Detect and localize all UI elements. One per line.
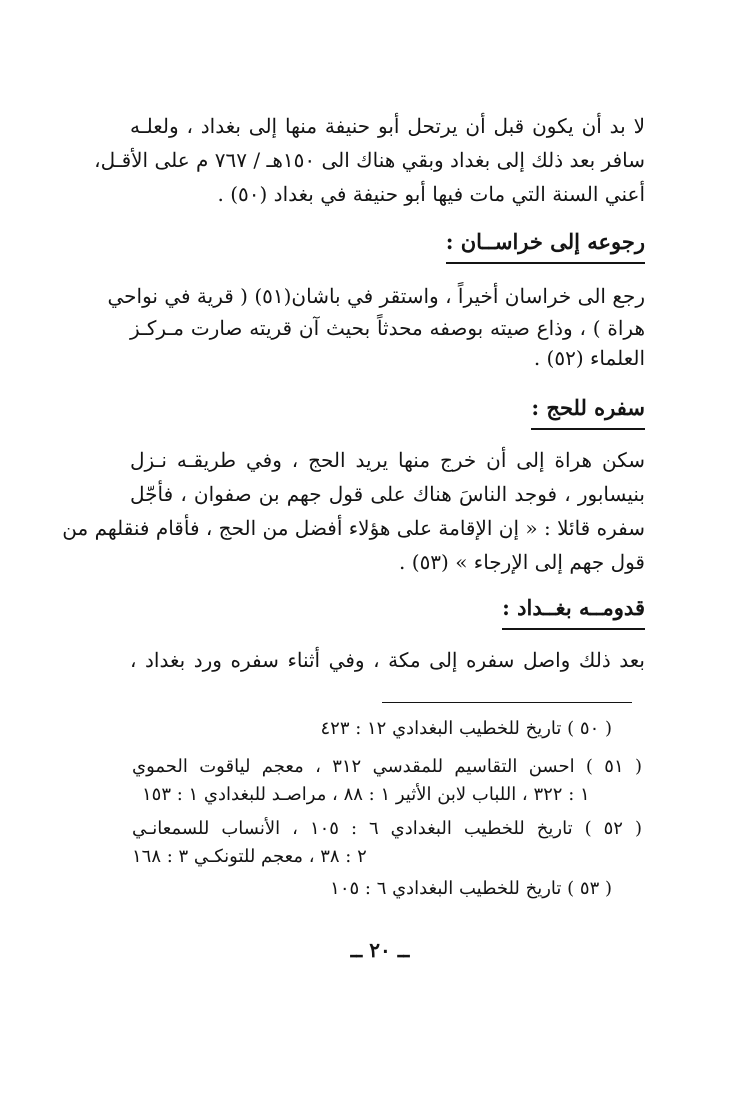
section-heading: قدومــه بغــداد : [502,594,645,630]
page-number: ــ ٢٠ ــ [350,938,410,962]
body-line: هراة ) ، وذاع صيته بوصفه محدثاً بحيث آن قريته صارت مـركـز [130,316,645,340]
footnote-52-line: ( ٥٢ ) تاريخ للخطيب البغدادي ٦ : ١٠٥ ، الأنساب للسمعانـي [132,818,642,839]
intro-line: أعني السنة التي مات فيها أبو حنيفة في بغداد (٥٠) . [217,182,645,206]
footnote-separator [382,702,632,703]
intro-line: لا بد أن يكون قبل أن يرتحل أبو حنيفة منها إلى بغداد ، ولعلـه [130,114,646,138]
footnote-51-line: ( ٥١ ) احسن التقاسيم للمقدسي ٣١٢ ، معجم لياقوت الحموي [132,756,642,777]
body-line: سفره قائلا : « إن الإقامة على هؤلاء أفضل من الحج ، فأقام فنقلهم من [62,516,645,540]
body-line: بعد ذلك واصل سفره إلى مكة ، وفي أثناء سفره ورد بغداد ، [130,648,645,672]
body-line: العلماء (٥٢) . [533,346,645,370]
body-line: قول جهم إلى الإرجاء » (٥٣) . [399,550,645,574]
intro-line: سافر بعد ذلك إلى بغداد وبقي هناك الى ١٥٠هـ / ٧٦٧ م على الأقـل، [94,148,645,172]
body-line: رجع الى خراسان أخيراً ، واستقر في باشان(٥١) ( قرية في نواحي [107,284,645,308]
footnote-51-line: ١ : ٣٢٢ ، اللباب لابن الأثير ١ : ٨٨ ، مراصـد للبغدادي ١ : ١٥٣ [142,784,590,805]
section-heading: رجوعه إلى خراســان : [446,228,645,264]
body-line: بنيسابور ، فوجد الناسَ هناك على قول جهم بن صفوان ، فأجّل [130,482,645,506]
footnote-52-line [132,844,642,870]
footnote-53: ( ٥٣ ) تاريخ للخطيب البغدادي ٦ : ١٠٥ [330,878,612,899]
footnote-52-line-text: ٢ : ٣٨ ، معجم للتونكـي ٣ : ١٦٨ [132,846,367,867]
footnote-50: ( ٥٠ ) تاريخ للخطيب البغدادي ١٢ : ٤٢٣ [320,718,612,739]
body-line: سكن هراة إلى أن خرج منها يريد الحج ، وفي طريقـه نـزل [130,448,645,472]
section-heading: سفره للحج : [531,394,645,430]
